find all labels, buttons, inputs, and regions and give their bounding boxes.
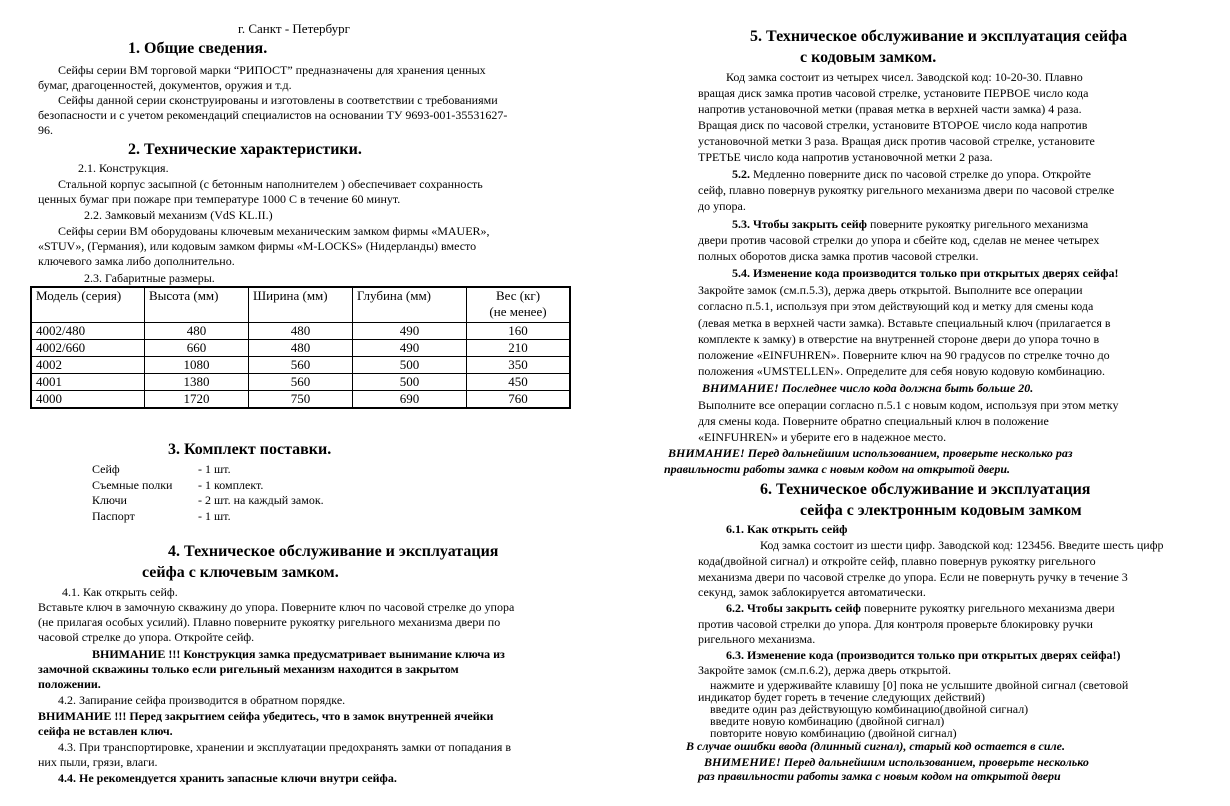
s5-text: установочной метки 3 раза. Вращая диск против часовой стрелке, установите: [698, 134, 1095, 148]
s5-text: сейф, плавно повернув рукоятку ригельного механизма двери по часовой стрелке: [698, 183, 1115, 197]
s5-text: Выполните все операции согласно п.5.1 с новым кодом, используя при этом метку: [698, 398, 1119, 412]
s5-text: (левая метка в верхней части замка). Вставьте специальный ключ (прилагается в: [698, 316, 1111, 330]
s6-step: введите новую комбинацию (двойной сигнал): [710, 714, 945, 728]
table-row: [31, 374, 570, 391]
dimensions-table: [30, 286, 571, 409]
s5-warning: правильности работы замка с новым кодом на открытой двери.: [664, 462, 1011, 476]
s2-text: ценных бумаг при пожаре при температуре 1000 С в течение 60 минут.: [38, 192, 401, 206]
section-5-title: 5. Техническое обслуживание и эксплуатация сейфа: [750, 28, 1128, 45]
s1-text: Сейфы данной серии сконструированы и изготовлены в соответствии с требованиями: [58, 93, 498, 107]
s5-text: [732, 217, 1088, 231]
kit-item-qty: - 1 шт.: [198, 509, 231, 523]
s5-text: [732, 167, 1091, 181]
s2-sub-construction: 2.1. Конструкция.: [78, 161, 169, 175]
table-cell: 560: [249, 357, 353, 374]
table-cell: 690: [353, 391, 467, 409]
s4-sub-open: 4.1. Как открыть сейф.: [62, 585, 178, 599]
table-cell: 490: [353, 323, 467, 340]
s1-text: 96.: [38, 123, 53, 137]
s5-text: напротив установочной метки (правая метка в верхней части замка) 4 раза.: [698, 102, 1082, 116]
table-cell: 4002/480: [31, 323, 145, 340]
s1-text: Сейфы серии ВМ торговой марки “РИПОСТ” предназначены для хранения ценных: [58, 63, 486, 77]
section-1-title: 1. Общие сведения.: [128, 40, 268, 57]
s6-step: индикатор будет гореть в течение следующих действий): [698, 690, 985, 704]
table-cell: 750: [249, 391, 353, 409]
s6-warning: В случае ошибки ввода (длинный сигнал), старый код остается в силе.: [686, 739, 1066, 753]
section-4-title: 4. Техническое обслуживание и эксплуатация: [168, 543, 499, 560]
kit-item-name: Сейф: [92, 462, 120, 476]
table-row: [31, 340, 570, 357]
city-line: г. Санкт - Петербург: [238, 21, 350, 36]
s2-text: «STUV», (Германия), или кодовым замком фирмы «M-LOCKS» (Нидерланды) вместо: [38, 239, 477, 253]
table-cell: 1080: [145, 357, 249, 374]
table-header-cell: Глубина (мм): [353, 287, 467, 323]
table-row: [31, 323, 570, 340]
s5-text: комплекте к замку) в отверстие на внутренней стороне двери до упора точно в: [698, 332, 1100, 346]
s4-text: Вставьте ключ в замочную скважину до упора. Поверните ключ по часовой стрелке до упора: [38, 600, 515, 614]
s4-warning: ВНИМАНИЕ !!! Конструкция замка предусматривает вынимание ключа из: [92, 647, 505, 661]
table-cell: 4002/660: [31, 340, 145, 357]
s6-warning: ВНИМЕНИЕ! Перед дальнейшим использованием, проверьте несколько: [704, 755, 1089, 769]
s5-text: Вращая диск по часовой стрелки, установите ВТОРОЕ число кода напротив: [698, 118, 1088, 132]
s2-text: ключевого замка либо дополнительно.: [38, 254, 235, 268]
kit-item-qty: - 2 шт. на каждый замок.: [198, 493, 324, 507]
section-6-title: 6. Техническое обслуживание и эксплуатация: [760, 481, 1091, 498]
s5-text: для смены кода. Поверните обратно специальный ключ в положение: [698, 414, 1049, 428]
s6-2-text: поверните рукоятку ригельного механизма двери: [860, 601, 1115, 615]
s5-text: положения «UMSTELLEN». Определите для себя новую кодовую комбинацию.: [698, 364, 1106, 378]
table-cell: 1720: [145, 391, 249, 409]
weight-header-note: (не менее): [489, 304, 547, 319]
s2-text: Стальной корпус засыпной (с бетонным наполнителем ) обеспечивает сохранность: [58, 177, 483, 191]
kit-item-name: Съемные полки: [92, 478, 173, 492]
table-cell: 450: [467, 374, 571, 391]
s2-sub-dimensions: 2.3. Габаритные размеры.: [84, 271, 215, 285]
table-cell: 4000: [31, 391, 145, 409]
s5-text: полных оборотов диска замка против часовой стрелки.: [698, 249, 979, 263]
table-cell: 4002: [31, 357, 145, 374]
table-row: [31, 357, 570, 374]
s2-sub-lock: 2.2. Замковый механизм (VdS KL.II.): [84, 208, 273, 222]
s6-step: введите один раз действующую комбинацию(двойной сигнал): [710, 702, 1029, 716]
table-cell: 490: [353, 340, 467, 357]
table-cell: 4001: [31, 374, 145, 391]
s1-text: бумаг, драгоценностей, документов, оружия и т.д.: [38, 78, 292, 92]
s6-text: Закройте замок (см.п.6.2), держа дверь открытой.: [698, 663, 952, 677]
s5-2-text: Медленно поверните диск по часовой стрелке до упора. Откройте: [753, 167, 1091, 181]
table-header-cell: [467, 287, 571, 323]
table-cell: 210: [467, 340, 571, 357]
section-2-title: 2. Технические характеристики.: [128, 141, 362, 158]
table-cell: 350: [467, 357, 571, 374]
table-cell: 500: [353, 374, 467, 391]
s6-sub-open: 6.1. Как открыть сейф: [726, 522, 848, 536]
section-6-title-line2: сейфа с электронным кодовым замком: [800, 502, 1082, 519]
s6-text: ригельного механизма.: [698, 632, 816, 646]
s5-text: «EINFUHREN» и уберите его в надежное место.: [698, 430, 947, 444]
s4-text: 4.3. При транспортировке, хранении и эксплуатации предохранять замки от попадания в: [58, 740, 512, 754]
table-cell: 160: [467, 323, 571, 340]
table-header-cell: Модель (серия): [31, 287, 145, 323]
table-cell: 1380: [145, 374, 249, 391]
table-cell: 660: [145, 340, 249, 357]
s6-warning: раз правильности работы замка с новым кодом на открытой двери: [698, 769, 1061, 783]
s5-text: вращая диск замка против часовой стрелке, установите ПЕРВОЕ число кода: [698, 86, 1089, 100]
s5-text: положение «EINFUHREN». Поверните ключ на 90 градусов по стрелке точно до: [698, 348, 1110, 362]
table-header-cell: Ширина (мм): [249, 287, 353, 323]
s4-text: 4.2. Запирание сейфа производится в обратном порядке.: [58, 693, 346, 707]
s5-text: двери против часовой стрелки до упора и сбейте код, сделав не менее четырех: [698, 233, 1100, 247]
table-cell: 560: [249, 374, 353, 391]
s5-3-text: поверните рукоятку ригельного механизма: [866, 217, 1089, 231]
s4-warning: замочной скважины только если ригельный механизм находится в закрытом: [38, 662, 459, 676]
table-row: [31, 391, 570, 409]
s6-text: Код замка состоит из шести цифр. Заводской код: 123456. Введите шесть цифр: [760, 538, 1164, 552]
s6-text: [726, 601, 1115, 615]
table-cell: 500: [353, 357, 467, 374]
table-cell: 480: [249, 323, 353, 340]
s4-text-bold: 4.4. Не рекомендуется хранить запасные ключи внутри сейфа.: [58, 771, 397, 785]
table-cell: 760: [467, 391, 571, 409]
s6-text: кода(двойной сигнал) и откройте сейф, плавно повернув рукоятку ригельного: [698, 554, 1096, 568]
kit-item-name: Паспорт: [92, 509, 135, 523]
s6-3-label: 6.3. Изменение кода (производится только при открытых дверях сейфа!): [726, 648, 1121, 662]
section-4-title-line2: сейфа с ключевым замком.: [142, 564, 339, 581]
s5-text: ТРЕТЬЕ число кода напротив установочной метки 2 раза.: [698, 150, 993, 164]
s4-warning: сейфа не вставлен ключ.: [38, 724, 173, 738]
table-cell: 480: [249, 340, 353, 357]
kit-item-qty: - 1 шт.: [198, 462, 231, 476]
s5-3-label: 5.3. Чтобы закрыть сейф: [732, 217, 867, 231]
s5-2-label: 5.2.: [732, 167, 750, 181]
s6-2-label: 6.2. Чтобы закрыть сейф: [726, 601, 861, 615]
s5-text: Код замка состоит из четырех чисел. Заводской код: 10-20-30. Плавно: [726, 70, 1083, 84]
s4-text: (не прилагая особых усилий). Плавно поверните рукоятку ригельного механизма двери по: [38, 615, 501, 629]
weight-header: Вес (кг): [495, 288, 541, 303]
s4-text: них пыли, грязи, влаги.: [38, 755, 158, 769]
s5-warning: ВНИМАНИЕ! Перед дальнейшим использованием, проверьте несколько раз: [668, 446, 1073, 460]
s5-warning: ВНИМАНИЕ! Последнее число кода должна быть больше 20.: [702, 381, 1034, 395]
s5-text: Закройте замок (см.п.5.3), держа дверь открытой. Выполните все операции: [698, 283, 1083, 297]
s6-step: повторите новую комбинацию (двойной сигнал): [710, 726, 957, 740]
s4-warning: ВНИМАНИЕ !!! Перед закрытием сейфа убедитесь, что в замок внутренней ячейки: [38, 709, 494, 723]
section-3-title: 3. Комплект поставки.: [168, 441, 332, 458]
s6-text: секунд, замок заблокируется автоматически.: [698, 585, 926, 599]
s5-text: до упора.: [698, 199, 746, 213]
kit-item-name: Ключи: [92, 493, 127, 507]
s4-warning: положении.: [38, 677, 101, 691]
s4-text: часовой стрелке до упора. Откройте сейф.: [38, 630, 255, 644]
table-header-cell: Высота (мм): [145, 287, 249, 323]
s5-text: согласно п.5.1, используя при этом действующий код и метку для смены кода: [698, 299, 1094, 313]
s2-text: Сейфы серии ВМ оборудованы ключевым механическим замком фирмы «MAUER»,: [58, 224, 490, 238]
s6-text: механизма двери по часовой стрелке до упора. Если не повернуть ручку в течение 3: [698, 570, 1128, 584]
s6-step: нажмите и удерживайте клавишу [0] пока не услышите двойной сигнал (световой: [710, 678, 1129, 692]
section-5-title-line2: с кодовым замком.: [800, 49, 937, 66]
s6-text: против часовой стрелки до упора. Для контроля проверьте блокировку ручки: [698, 617, 1093, 631]
kit-item-qty: - 1 комплект.: [198, 478, 264, 492]
s1-text: безопасности и с учетом рекомендаций специалистов на основании ТУ 9693-001-35531627-: [38, 108, 508, 122]
table-cell: 480: [145, 323, 249, 340]
s5-4-label: 5.4. Изменение кода производится только при открытых дверях сейфа!: [732, 266, 1119, 280]
